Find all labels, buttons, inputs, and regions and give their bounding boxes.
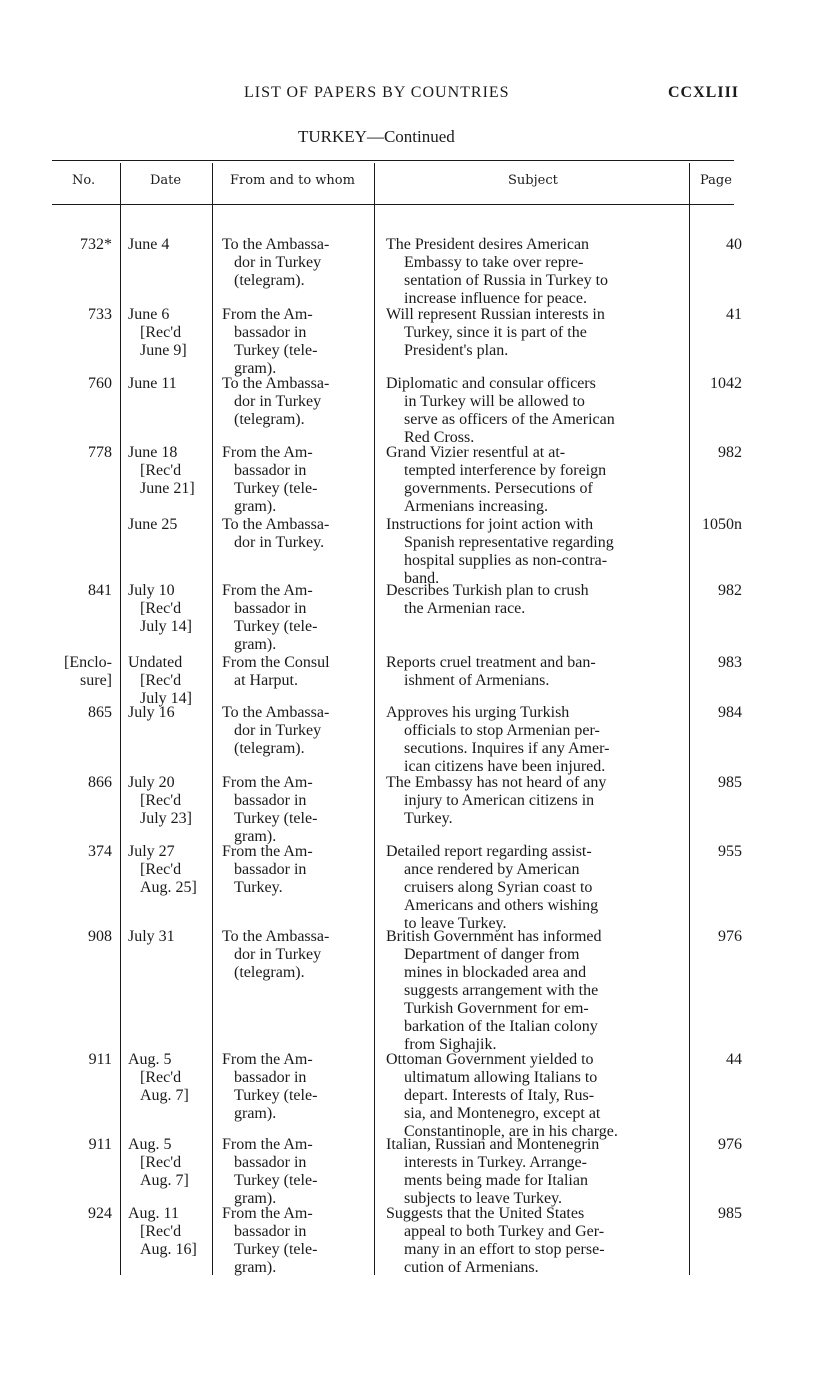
from-to-whom <box>222 582 370 654</box>
paper-date-line: Aug. 5 <box>128 1051 172 1068</box>
from-to-whom-line: From the Am- <box>222 1051 313 1068</box>
paper-date <box>128 444 220 498</box>
subject-text-line: ultimatum allowing Italians to <box>404 1069 598 1086</box>
page-ref: 976 <box>718 928 742 945</box>
paper-number-line: sure] <box>80 672 112 689</box>
paper-number-line: 865 <box>88 704 112 721</box>
from-to-whom-line: From the Am- <box>222 306 313 323</box>
from-to-whom-line: dor in Turkey <box>234 946 322 963</box>
paper-number-line: 733 <box>88 306 112 323</box>
from-to-whom-line: gram). <box>234 498 277 515</box>
subject-text-line: to leave Turkey. <box>404 915 507 932</box>
column-header-page: Page <box>700 173 732 188</box>
from-to-whom <box>222 1051 370 1123</box>
paper-date-line: Aug. 7] <box>140 1172 189 1189</box>
from-to-whom-line: gram). <box>234 1105 277 1122</box>
column-divider <box>374 163 375 1275</box>
subject-text <box>386 654 684 690</box>
from-to-whom-line: From the Am- <box>222 774 313 791</box>
subject-text <box>386 704 684 776</box>
subject-text-line: mines in blockaded area and <box>404 964 587 981</box>
subject-text-line: The President desires American <box>386 236 590 253</box>
from-to-whom-line: From the Am- <box>222 444 313 461</box>
paper-number-line: 911 <box>88 1051 112 1068</box>
from-to-whom-line: Turkey (tele- <box>234 480 318 497</box>
subject-text <box>386 306 684 360</box>
paper-date-line: June 11 <box>128 375 177 392</box>
subject-text-line: Armenians increasing. <box>404 498 548 515</box>
paper-number <box>40 774 112 792</box>
subject-text-line: band. <box>404 570 440 587</box>
from-to-whom-line: Turkey (tele- <box>234 810 318 827</box>
from-to-whom-line: bassador in <box>234 462 307 479</box>
subject-text-line: depart. Interests of Italy, Rus- <box>404 1087 595 1104</box>
paper-date-line: [Rec'd <box>140 462 182 479</box>
from-to-whom-line: Turkey (tele- <box>234 1241 318 1258</box>
from-to-whom <box>222 1205 370 1277</box>
subject-text-line: serve as officers of the American <box>404 411 615 428</box>
subject-text-line: hospital supplies as non-contra- <box>404 552 608 569</box>
subject-text-line: ishment of Armenians. <box>404 672 550 689</box>
subject-text-line: the Armenian race. <box>404 600 526 617</box>
paper-number <box>40 654 112 690</box>
subject-text <box>386 1205 684 1277</box>
subject-text-line: sia, and Montenegro, except at <box>404 1105 601 1122</box>
paper-date-line: [Rec'd <box>140 600 182 617</box>
page-ref: 41 <box>726 306 742 323</box>
page-ref: 976 <box>718 1136 742 1153</box>
from-to-whom <box>222 1136 370 1208</box>
subject-text-line: ments being made for Italian <box>404 1172 588 1189</box>
running-title: LIST OF PAPERS BY COUNTRIES <box>244 84 510 101</box>
subject-text-line: Turkey, since it is part of the <box>404 324 587 341</box>
from-to-whom-line: From the Am- <box>222 582 313 599</box>
paper-number <box>40 928 112 946</box>
from-to-whom <box>222 444 370 516</box>
from-to-whom <box>222 928 370 982</box>
page-ref: 985 <box>718 1205 742 1222</box>
page-number: CCXLIII <box>668 84 740 101</box>
paper-number-line: 841 <box>88 582 112 599</box>
paper-date-line: Undated <box>128 654 183 671</box>
column-header-from-to: From and to whom <box>230 173 355 188</box>
page-ref: 985 <box>718 774 742 791</box>
subject-text-line: appeal to both Turkey and Ger- <box>404 1223 605 1240</box>
from-to-whom-line: Turkey (tele- <box>234 342 318 359</box>
subject-text-line: subjects to leave Turkey. <box>404 1190 563 1207</box>
from-to-whom <box>222 375 370 429</box>
subject-text-line: President's plan. <box>404 342 509 359</box>
from-to-whom <box>222 774 370 846</box>
paper-number <box>40 444 112 462</box>
paper-number-line: 908 <box>88 928 112 945</box>
subject-text <box>386 375 684 447</box>
subject-text-line: Approves his urging Turkish <box>386 704 570 721</box>
subject-text-line: Red Cross. <box>404 429 475 446</box>
from-to-whom-line: (telegram). <box>234 964 305 981</box>
paper-date <box>128 582 220 636</box>
paper-number-line: 374 <box>88 843 112 860</box>
subject-text-line: increase influence for peace. <box>404 290 587 307</box>
paper-number <box>40 843 112 861</box>
paper-date-line: June 21] <box>140 480 195 497</box>
subject-text-line: secutions. Inquires if any Amer- <box>404 740 610 757</box>
from-to-whom-line: gram). <box>234 828 277 845</box>
subject-text-line: governments. Persecutions of <box>404 480 593 497</box>
from-to-whom-line: bassador in <box>234 324 307 341</box>
from-to-whom-line: To the Ambassa- <box>222 236 330 253</box>
paper-number-line: 924 <box>88 1205 112 1222</box>
paper-date <box>128 928 220 946</box>
subject-text-line: officials to stop Armenian per- <box>404 722 600 739</box>
from-to-whom <box>222 704 370 758</box>
from-to-whom-line: dor in Turkey <box>234 254 322 271</box>
from-to-whom <box>222 843 370 897</box>
paper-date-line: [Rec'd <box>140 861 182 878</box>
subject-text-line: Americans and others wishing <box>404 897 599 914</box>
page-ref: 1050n <box>702 516 742 533</box>
paper-date-line: June 4 <box>128 236 170 253</box>
from-to-whom-line: at Harput. <box>234 672 298 689</box>
subject-text <box>386 1051 684 1141</box>
paper-date <box>128 774 220 828</box>
subject-text <box>386 444 684 516</box>
paper-number-line: 866 <box>88 774 112 791</box>
from-to-whom-line: bassador in <box>234 600 307 617</box>
from-to-whom-line: dor in Turkey <box>234 393 322 410</box>
paper-date-line: [Rec'd <box>140 672 182 689</box>
subject-text-line: ican citizens have been injured. <box>404 758 606 775</box>
from-to-whom-line: Turkey (tele- <box>234 1172 318 1189</box>
subject-text-line: from Sighajik. <box>404 1036 497 1053</box>
subject-text-line: Detailed report regarding assist- <box>386 843 592 860</box>
from-to-whom-line: gram). <box>234 1190 277 1207</box>
subject-text <box>386 928 684 1054</box>
subject-text-line: British Government has informed <box>386 928 602 945</box>
paper-number-line: 911 <box>88 1136 112 1153</box>
from-to-whom-line: dor in Turkey. <box>234 534 325 551</box>
column-header-subject: Subject <box>508 173 558 188</box>
page-ref: 44 <box>726 1051 742 1068</box>
from-to-whom-line: To the Ambassa- <box>222 704 330 721</box>
subject-text-line: Spanish representative regarding <box>404 534 614 551</box>
subject-text-line: The Embassy has not heard of any <box>386 774 607 791</box>
subject-text <box>386 774 684 828</box>
subject-text-line: in Turkey will be allowed to <box>404 393 585 410</box>
paper-number-line: [Enclo- <box>64 654 112 671</box>
subject-text <box>386 236 684 308</box>
paper-date <box>128 843 220 897</box>
from-to-whom-line: dor in Turkey <box>234 722 322 739</box>
subject-text-line: Grand Vizier resentful at at- <box>386 444 566 461</box>
subject-text-line: Reports cruel treatment and ban- <box>386 654 596 671</box>
page-ref: 984 <box>718 704 742 721</box>
from-to-whom-line: Turkey. <box>234 879 283 896</box>
paper-date-line: Aug. 7] <box>140 1087 189 1104</box>
paper-date-line: July 31 <box>128 928 175 945</box>
from-to-whom-line: bassador in <box>234 1154 307 1171</box>
paper-number-line: 778 <box>88 444 112 461</box>
from-to-whom-line: From the Am- <box>222 843 313 860</box>
paper-date-line: Aug. 11 <box>128 1205 179 1222</box>
paper-date-line: June 9] <box>140 342 187 359</box>
subject-text-line: Instructions for joint action with <box>386 516 594 533</box>
paper-date-line: July 23] <box>140 810 192 827</box>
paper-date-line: July 14] <box>140 618 192 635</box>
subject-text-line: Will represent Russian interests in <box>386 306 605 323</box>
paper-date <box>128 654 220 708</box>
page-ref: 1042 <box>710 375 742 392</box>
subject-text-line: tempted interference by foreign <box>404 462 607 479</box>
page-ref: 982 <box>718 582 742 599</box>
subject-text-line: sentation of Russia in Turkey to <box>404 272 609 289</box>
paper-number-line: 732* <box>80 236 112 253</box>
paper-date-line: Aug. 16] <box>140 1241 197 1258</box>
from-to-whom-line: bassador in <box>234 1069 307 1086</box>
paper-date <box>128 704 220 722</box>
paper-date <box>128 1136 220 1190</box>
from-to-whom-line: To the Ambassa- <box>222 516 330 533</box>
paper-number <box>40 306 112 324</box>
paper-date <box>128 1051 220 1105</box>
column-divider <box>120 163 121 1275</box>
subject-text-line: Constantinople, are in his charge. <box>404 1123 618 1140</box>
section-title: TURKEY—Continued <box>298 127 455 146</box>
subject-text <box>386 582 684 618</box>
from-to-whom-line: To the Ambassa- <box>222 928 330 945</box>
from-to-whom-line: gram). <box>234 360 277 377</box>
paper-date-line: Aug. 25] <box>140 879 197 896</box>
from-to-whom-line: (telegram). <box>234 272 305 289</box>
paper-number <box>40 1136 112 1154</box>
subject-text-line: ance rendered by American <box>404 861 580 878</box>
subject-text-line: Describes Turkish plan to crush <box>386 582 589 599</box>
subject-text-line: Italian, Russian and Montenegrin <box>386 1136 600 1153</box>
from-to-whom-line: From the Consul <box>222 654 330 671</box>
paper-number <box>40 582 112 600</box>
paper-date <box>128 306 220 360</box>
paper-number-line: 760 <box>88 375 112 392</box>
from-to-whom-line: From the Am- <box>222 1136 313 1153</box>
subject-text-line: Turkey. <box>404 810 453 827</box>
from-to-whom-line: (telegram). <box>234 411 305 428</box>
table-top-rule <box>52 160 734 161</box>
paper-number <box>40 236 112 254</box>
paper-date <box>128 375 220 393</box>
subject-text-line: many in an effort to stop perse- <box>404 1241 605 1258</box>
subject-text-line: Ottoman Government yielded to <box>386 1051 594 1068</box>
subject-text-line: Diplomatic and consular officers <box>386 375 596 392</box>
column-header-date: Date <box>150 173 182 188</box>
subject-text-line: suggests arrangement with the <box>404 982 599 999</box>
subject-text-line: Embassy to take over repre- <box>404 254 584 271</box>
from-to-whom <box>222 306 370 378</box>
from-to-whom-line: (telegram). <box>234 740 305 757</box>
from-to-whom-line: bassador in <box>234 792 307 809</box>
column-header-no: No. <box>72 173 96 188</box>
page-ref: 40 <box>726 236 742 253</box>
paper-date <box>128 1205 220 1259</box>
subject-text-line: interests in Turkey. Arrange- <box>404 1154 587 1171</box>
paper-number <box>40 1205 112 1223</box>
subject-text-line: barkation of the Italian colony <box>404 1018 598 1035</box>
paper-number <box>40 1051 112 1069</box>
paper-date-line: Aug. 5 <box>128 1136 172 1153</box>
paper-date-line: [Rec'd <box>140 324 182 341</box>
paper-date-line: June 6 <box>128 306 170 323</box>
paper-date-line: July 27 <box>128 843 175 860</box>
page-ref: 955 <box>718 843 742 860</box>
from-to-whom-line: Turkey (tele- <box>234 618 318 635</box>
subject-text <box>386 516 684 588</box>
paper-date <box>128 516 220 534</box>
paper-date-line: June 25 <box>128 516 178 533</box>
from-to-whom-line: To the Ambassa- <box>222 375 330 392</box>
from-to-whom <box>222 516 370 552</box>
header-bottom-rule <box>52 204 734 205</box>
paper-date <box>128 236 220 254</box>
paper-date-line: July 10 <box>128 582 175 599</box>
from-to-whom-line: bassador in <box>234 1223 307 1240</box>
paper-date-line: July 16 <box>128 704 175 721</box>
subject-text-line: Department of danger from <box>404 946 580 963</box>
from-to-whom-line: gram). <box>234 1259 277 1276</box>
page-ref: 983 <box>718 654 742 671</box>
paper-date-line: [Rec'd <box>140 792 182 809</box>
paper-date-line: [Rec'd <box>140 1154 182 1171</box>
paper-date-line: June 18 <box>128 444 178 461</box>
from-to-whom <box>222 654 370 690</box>
from-to-whom-line: bassador in <box>234 861 307 878</box>
from-to-whom-line: From the Am- <box>222 1205 313 1222</box>
paper-date-line: July 20 <box>128 774 175 791</box>
from-to-whom <box>222 236 370 290</box>
from-to-whom-line: Turkey (tele- <box>234 1087 318 1104</box>
page-ref: 982 <box>718 444 742 461</box>
subject-text-line: injury to American citizens in <box>404 792 595 809</box>
paper-number <box>40 375 112 393</box>
paper-date-line: [Rec'd <box>140 1223 182 1240</box>
subject-text-line: cruisers along Syrian coast to <box>404 879 593 896</box>
subject-text-line: Suggests that the United States <box>386 1205 585 1222</box>
paper-date-line: [Rec'd <box>140 1069 182 1086</box>
subject-text <box>386 843 684 933</box>
subject-text-line: Turkish Government for em- <box>404 1000 589 1017</box>
paper-date-line: July 14] <box>140 690 192 707</box>
from-to-whom-line: gram). <box>234 636 277 653</box>
subject-text <box>386 1136 684 1208</box>
paper-number <box>40 704 112 722</box>
subject-text-line: cution of Armenians. <box>404 1259 539 1276</box>
